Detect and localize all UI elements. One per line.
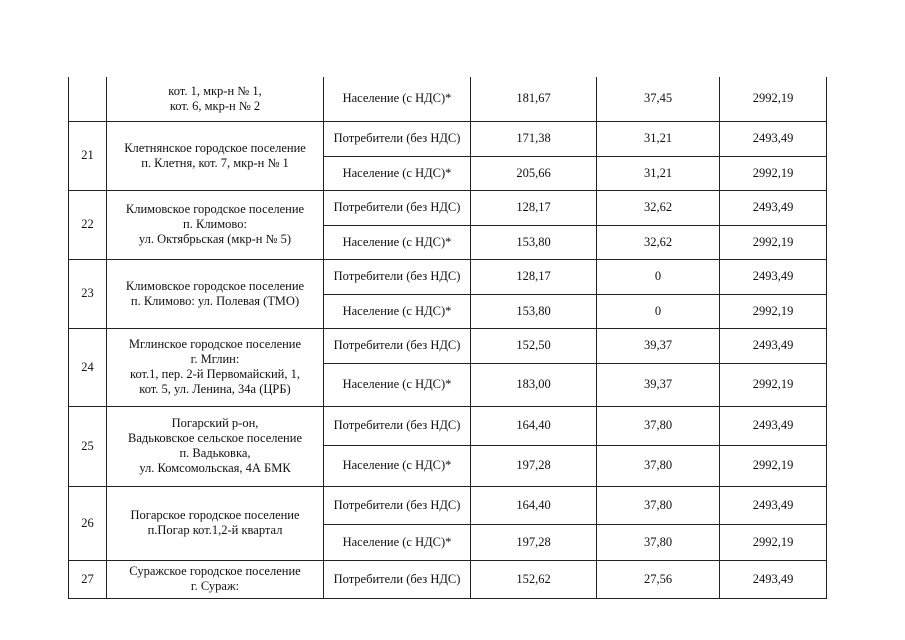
tariff-value: 181,67 [471,77,597,121]
table-row [69,77,827,121]
consumer-category: Потребители (без НДС) [324,259,471,294]
row-number: 25 [69,406,107,486]
settlement-name-line: Климовское городское поселение [125,202,305,216]
table-row [69,259,827,294]
settlement-name [107,77,324,121]
tariff-rate-value: 2493,49 [720,560,827,598]
tariff-rate-value: 2493,49 [720,486,827,524]
tariff-value: 128,17 [471,259,597,294]
tariff-component-value: 32,62 [597,225,720,259]
settlement-name-line: п. Клетня, кот. 7, мкр-н № 1 [141,155,289,170]
settlement-name-line: п.Погар кот.1,2-й квартал [147,523,283,537]
tariff-component-value: 39,37 [597,328,720,363]
tariff-value: 153,80 [471,225,597,259]
consumer-category: Потребители (без НДС) [324,121,471,156]
settlement-name [107,259,324,328]
table-row [69,486,827,524]
row-number: 22 [69,190,107,259]
settlement-name-line: кот. 1, мкр-н № 1, [168,83,262,98]
tariff-rate-value: 2992,19 [720,156,827,190]
settlement-name-line: Погарское городское поселение [130,508,300,522]
tariff-component-value: 31,21 [597,121,720,156]
table-row [69,406,827,445]
tariff-rate-value: 2992,19 [720,77,827,121]
tariff-rate-value: 2992,19 [720,445,827,486]
consumer-category: Население (с НДС)* [324,294,471,328]
settlement-name-line: Климовское городское поселение [125,278,305,293]
tariff-component-value: 37,80 [597,406,720,445]
tariff-component-value: 37,45 [597,77,720,121]
tariff-value: 152,62 [471,560,597,598]
consumer-category: Потребители (без НДС) [324,560,471,598]
tariff-rate-value: 2992,19 [720,225,827,259]
settlement-name-line: Суражское городское поселение [129,564,301,578]
settlement-name-line: п. Климово: ул. Полевая (ТМО) [130,293,300,308]
settlement-name [107,328,324,406]
settlement-name-line: ул. Октябрьская (мкр-н № 5) [138,232,292,246]
tariff-rate-value: 2992,19 [720,524,827,560]
tariff-rate-value: 2493,49 [720,190,827,225]
settlement-name [107,121,324,190]
consumer-category: Потребители (без НДС) [324,190,471,225]
consumer-category: Потребители (без НДС) [324,406,471,445]
tariff-component-value: 32,62 [597,190,720,225]
settlement-name [107,190,324,259]
tariff-component-value: 31,21 [597,156,720,190]
tariff-value: 183,00 [471,363,597,406]
tariff-component-value: 37,80 [597,445,720,486]
settlement-name-line: кот. 5, ул. Ленина, 34а (ЦРБ) [139,382,291,396]
row-number: 27 [69,560,107,598]
settlement-name-line: Вадьковское сельское поселение [128,431,302,445]
row-number: 26 [69,486,107,560]
table-row [69,190,827,225]
tariff-rate-value: 2992,19 [720,294,827,328]
tariff-table-body [69,77,827,598]
settlement-name-line: Погарский р-он, [171,416,259,430]
tariff-value: 152,50 [471,328,597,363]
tariff-rate-value: 2493,49 [720,259,827,294]
consumer-category: Население (с НДС)* [324,77,471,121]
tariff-component-value: 27,56 [597,560,720,598]
settlement-name-line: г. Мглин: [190,352,240,366]
settlement-name-line: п. Вадьковка, [179,446,251,460]
tariff-rate-value: 2992,19 [720,363,827,406]
tariff-component-value: 39,37 [597,363,720,406]
row-number: 24 [69,328,107,406]
settlement-name-line: ул. Комсомольская, 4А БМК [139,461,291,475]
consumer-category: Потребители (без НДС) [324,486,471,524]
consumer-category: Население (с НДС)* [324,445,471,486]
settlement-name-line: Клетнянское городское поселение [124,140,306,155]
consumer-category: Население (с НДС)* [324,225,471,259]
tariff-value: 205,66 [471,156,597,190]
settlement-name-line: кот. 6, мкр-н № 2 [169,98,261,113]
settlement-name [107,560,324,598]
tariff-component-value: 37,80 [597,486,720,524]
table-row [69,328,827,363]
tariff-value: 128,17 [471,190,597,225]
tariff-rate-value: 2493,49 [720,121,827,156]
settlement-name [107,406,324,486]
row-number [69,77,107,121]
table-row [69,560,827,598]
tariff-component-value: 0 [597,259,720,294]
settlement-name [107,486,324,560]
settlement-name-line: п. Климово: [183,217,247,231]
tariff-value: 171,38 [471,121,597,156]
tariff-table [68,77,827,599]
tariff-component-value: 0 [597,294,720,328]
settlement-name-line: Мглинское городское поселение [128,337,302,351]
settlement-name-line: г. Сураж: [190,579,240,593]
consumer-category: Население (с НДС)* [324,156,471,190]
settlement-name-line: кот.1, пер. 2-й Первомайский, 1, [130,367,300,381]
tariff-value: 164,40 [471,486,597,524]
tariff-value: 197,28 [471,524,597,560]
consumer-category: Население (с НДС)* [324,363,471,406]
tariff-rate-value: 2493,49 [720,406,827,445]
consumer-category: Потребители (без НДС) [324,328,471,363]
table-row [69,121,827,156]
tariff-component-value: 37,80 [597,524,720,560]
tariff-value: 164,40 [471,406,597,445]
tariff-value: 197,28 [471,445,597,486]
consumer-category: Население (с НДС)* [324,524,471,560]
tariff-value: 153,80 [471,294,597,328]
row-number: 21 [69,121,107,190]
row-number: 23 [69,259,107,328]
tariff-rate-value: 2493,49 [720,328,827,363]
